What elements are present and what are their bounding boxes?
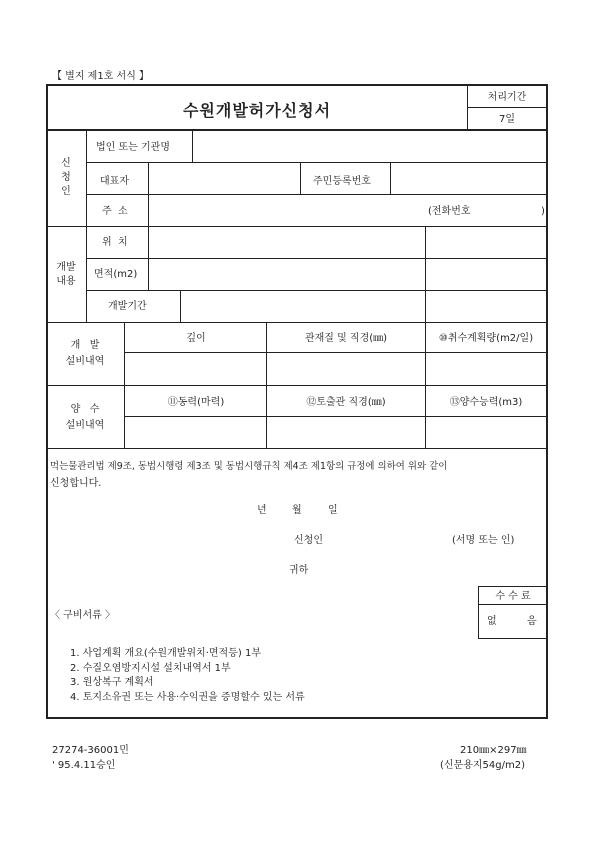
development-section-label-2: 내용 [56,276,76,287]
representative-field[interactable] [150,164,298,192]
date-month-label: 월 [292,505,302,516]
address-field[interactable] [150,196,420,224]
document-item-3: 3. 원상복구 계획서 [70,677,154,688]
documents-heading: 〈 구비서류 〉 [50,610,115,621]
approval-date: ' 95.4.11승인 [52,760,116,771]
outlet-field[interactable] [268,418,423,446]
period-field[interactable] [182,292,423,320]
signature-hint: (서명 또는 인) [452,535,515,546]
addressee-label: 귀하 [289,565,309,576]
col-power-header: ⑪동력(마력) [167,397,225,408]
applicant-section-label-1: 신 [61,158,71,169]
applicant-name-field[interactable] [335,530,440,550]
document-item-2: 2. 수질오염방지시설 설치내역서 1부 [70,663,231,674]
phone-field[interactable] [480,196,540,224]
col-intake-header: ⑩취수계획량(m2/일) [438,333,534,344]
declaration-line-1: 먹는물관리법 제9조, 동법시행령 제3조 및 동법시행규칙 제4조 제1항의 규정에 의하여 위와 같이 [50,461,448,472]
fee-label: 수 수 료 [495,591,531,602]
depth-field[interactable] [126,354,264,382]
document-item-4: 4. 토지소유권 또는 사용·수익권을 증명할수 있는 서류 [70,692,305,703]
development-section-label-1: 개발 [56,262,76,273]
power-field[interactable] [126,418,264,446]
pump-facility-label-2: 설비내역 [65,420,105,431]
area-field[interactable] [150,260,423,288]
document-item-1: 1. 사업계획 개요(수원개발위치·면적등) 1부 [70,648,261,659]
applicant-signature-label: 신청인 [294,535,323,546]
outer-border-top [46,84,548,86]
outer-border-left [46,84,48,718]
phone-label: (전화번호 [428,206,471,217]
resident-number-label: 주민등록번호 [313,176,371,187]
org-name-field[interactable] [194,132,544,160]
pump-facility-label-1: 양 수 [70,404,100,415]
pipe-field[interactable] [268,354,423,382]
form-label: 【 별지 제1호 서식 】 [52,71,150,82]
fee-value-2: 음 [527,616,537,627]
form-code: 27274-36001민 [52,745,129,756]
org-name-label: 법인 또는 기관명 [96,142,170,153]
resident-number-field[interactable] [392,164,544,192]
dev-facility-label-2: 설비내역 [65,356,105,367]
address-label: 주 소 [102,206,128,217]
outer-border-bottom [46,717,548,719]
col-capacity-header: ⑬양수능력(m3) [449,397,523,408]
col-outlet-header: ⑫토출관 직경(㎜) [306,397,386,408]
capacity-field[interactable] [427,418,544,446]
col-pipe-header: 관재질 및 직경(㎜) [304,333,388,344]
representative-label: 대표자 [100,176,129,187]
dev-facility-label-1: 개 발 [70,340,100,351]
outer-border-right [546,84,548,718]
fee-value-1: 없 [487,616,497,627]
processing-period-label: 처리기간 [487,92,527,103]
declaration-line-2: 신청합니다. [50,478,102,489]
location-label: 위 치 [102,237,128,248]
col-depth-header: 깊이 [186,333,206,344]
form-title: 수원개발허가신청서 [182,101,332,120]
location-field[interactable] [150,228,423,256]
paper-type: (신문용지54g/m2) [440,760,525,771]
date-day-label: 일 [328,505,338,516]
period-label: 개발기간 [108,301,147,312]
phone-close-paren: ) [541,206,545,217]
area-label: 면적(m2) [94,269,138,280]
date-year-label: 년 [257,505,267,516]
paper-size: 210㎜×297㎜ [460,745,527,756]
applicant-section-label-2: 청 [61,172,71,183]
processing-period-value: 7일 [498,114,516,125]
applicant-section-label-3: 인 [61,186,71,197]
intake-field[interactable] [427,354,544,382]
